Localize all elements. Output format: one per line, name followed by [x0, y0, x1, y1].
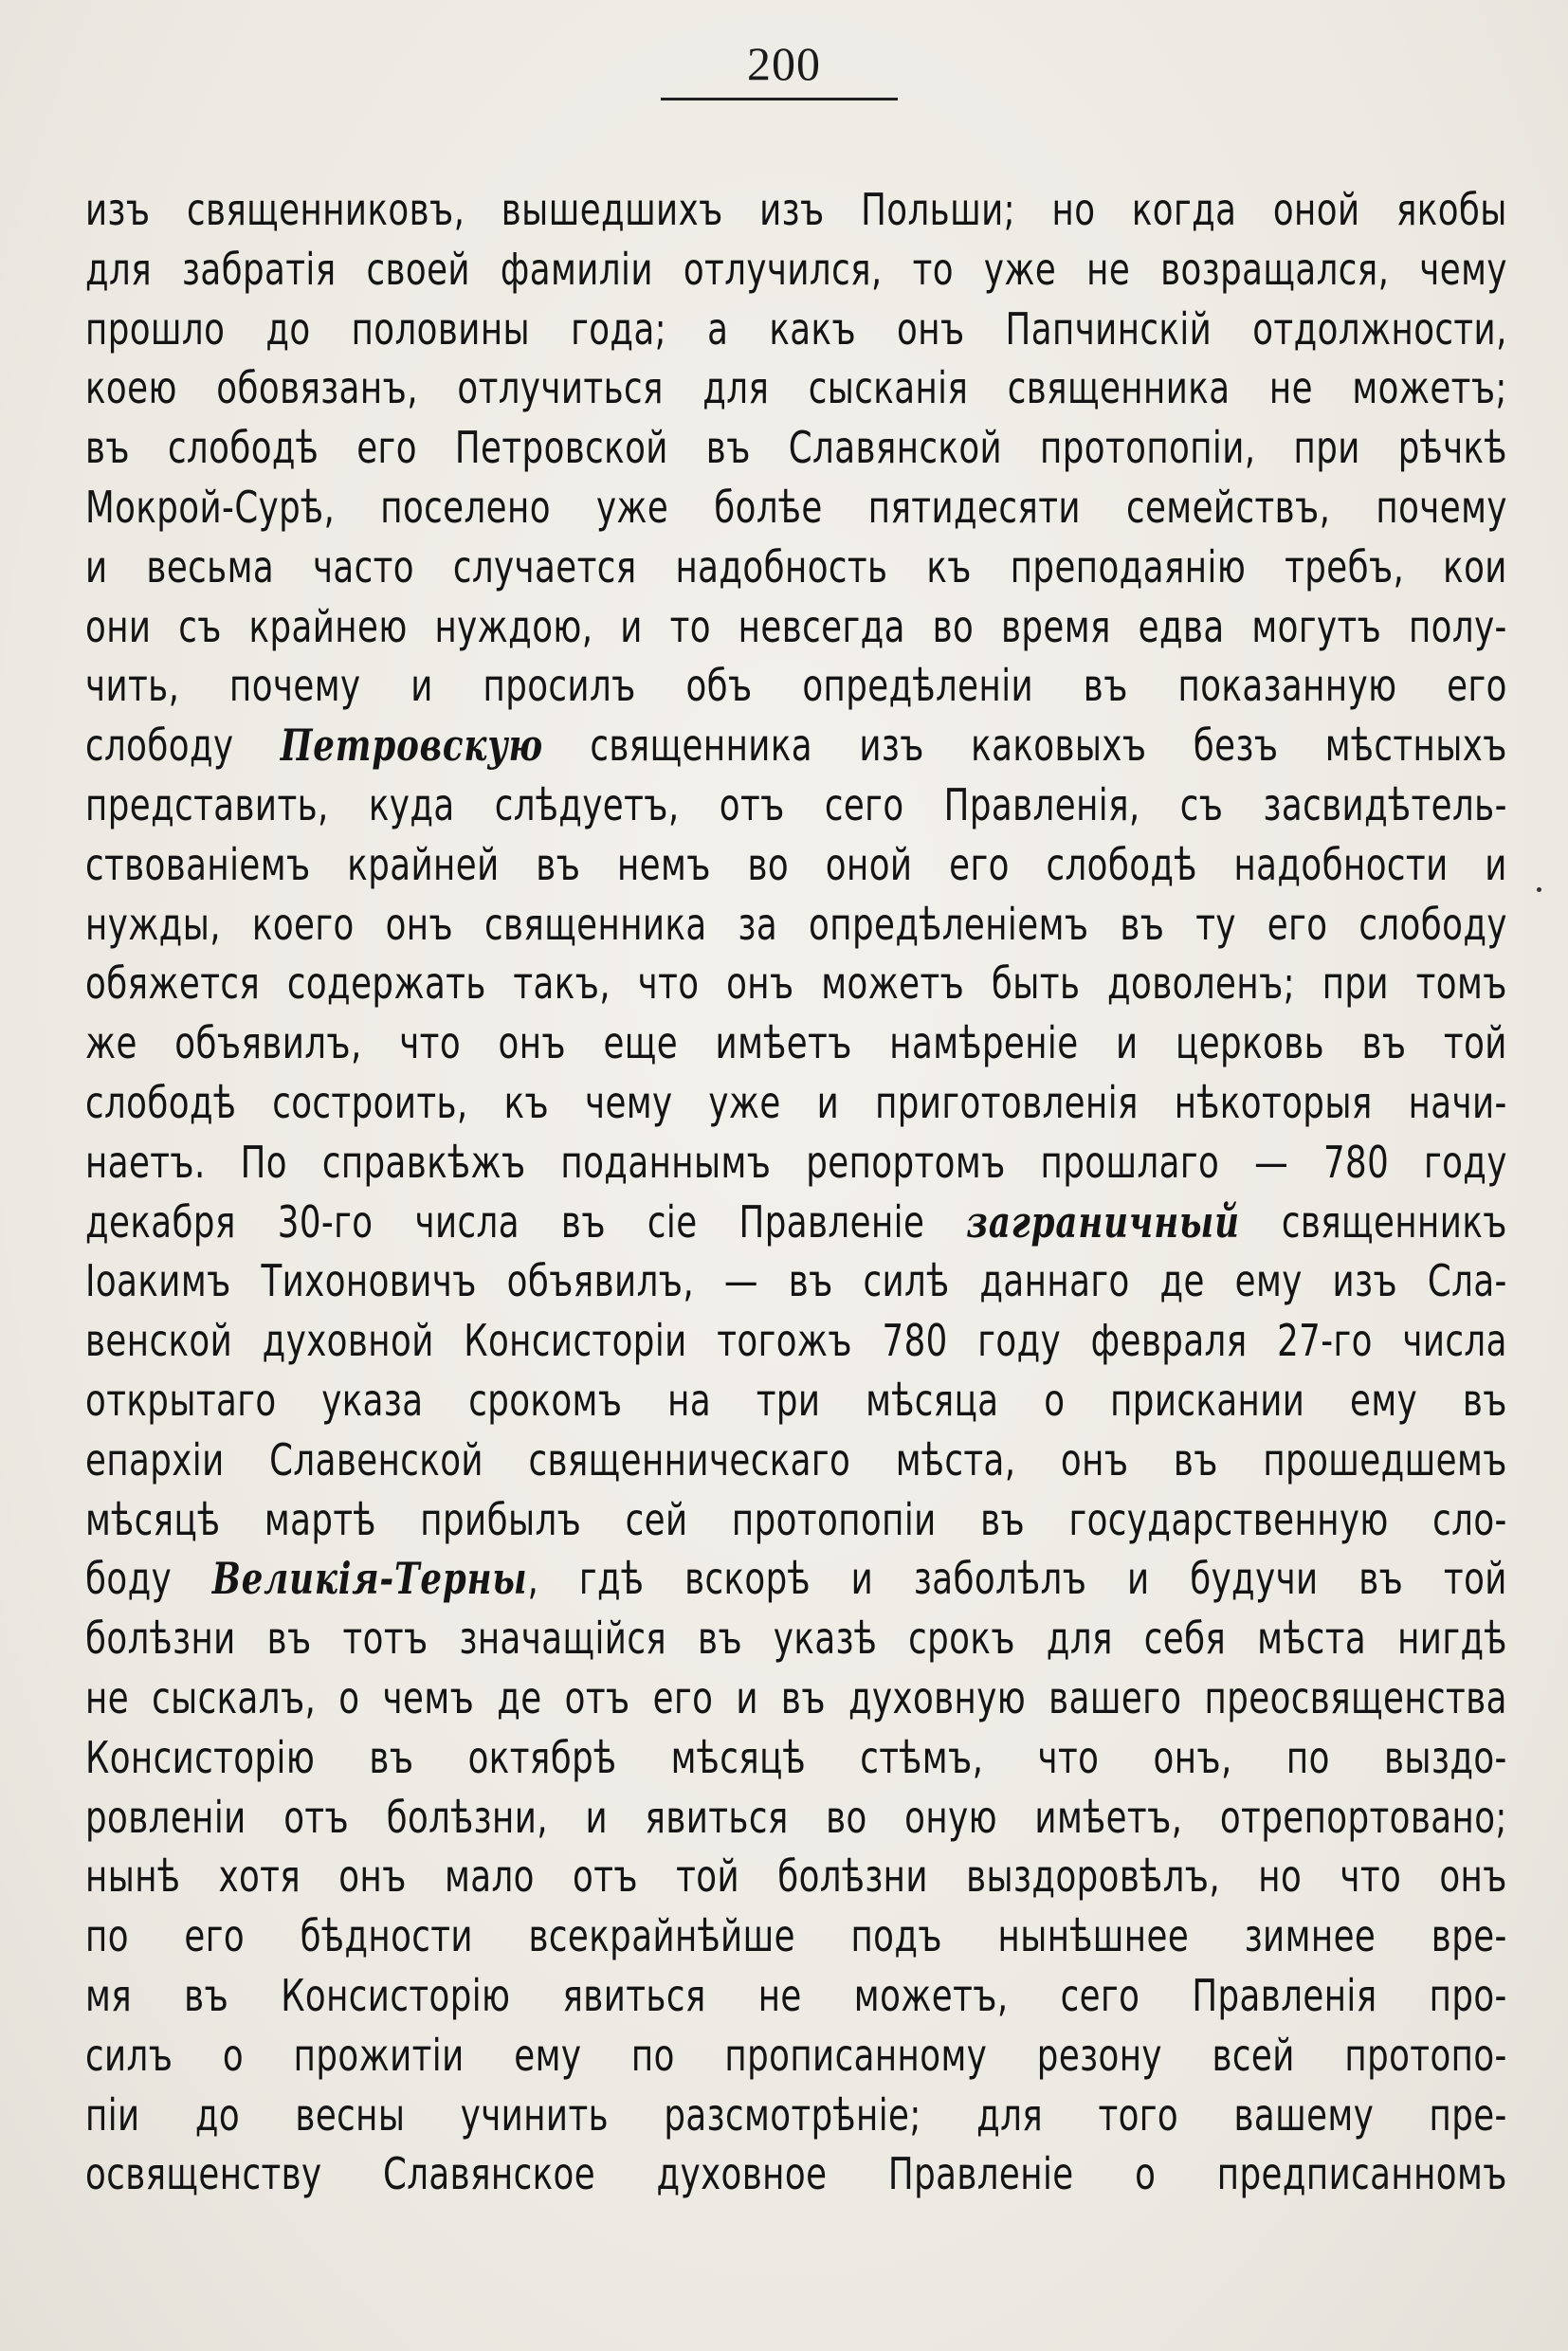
- text-line: [85, 1073, 1507, 1133]
- text-line: [85, 1013, 1507, 1073]
- text-line: [85, 538, 1507, 597]
- text-segment: изъ священниковъ, вышедшихъ изъ Польши; но когда оной якобы: [85, 184, 1507, 235]
- text-line: [85, 1311, 1507, 1371]
- text-line: [85, 835, 1507, 895]
- text-segment: Мокрой-Сурѣ, поселено уже болѣе пятидесяти семействъ, почему: [85, 481, 1507, 533]
- text-segment: болѣзни въ тотъ значащійся въ указѣ срокъ для себя мѣста нигдѣ: [85, 1613, 1507, 1665]
- text-segment: епархіи Славенской священническаго мѣста, онъ въ прошедшемъ: [85, 1433, 1507, 1485]
- text-segment: они съ крайнею нуждою, и то невсегда во время едва могутъ полу-: [85, 600, 1507, 652]
- text-line: [85, 1788, 1507, 1848]
- text-segment: чить, почему и просилъ объ опредѣленіи въ показанную его: [85, 660, 1507, 712]
- text-segment: представить, куда слѣдуетъ, отъ сего Правленія, съ засвидѣтель-: [85, 778, 1507, 830]
- text-segment: и весьма часто случается надобность къ преподаянію требъ, кои: [85, 540, 1507, 592]
- text-line: [85, 1609, 1507, 1668]
- text-line: [85, 1193, 1507, 1252]
- text-segment: слободѣ состроить, къ чему уже и приготовленія нѣкоторыя начи-: [85, 1076, 1507, 1128]
- text-segment: ровленіи отъ болѣзни, и явиться во оную имѣетъ, отрепортовано;: [85, 1791, 1507, 1843]
- text-segment: для забратія своей фамиліи отлучился, то уже не возращался, чему: [85, 243, 1507, 295]
- text-segment: силъ о прожитіи ему по прописанному резону всей протопо-: [85, 2029, 1507, 2081]
- text-line: [85, 2026, 1507, 2086]
- text-line: [85, 1549, 1507, 1609]
- text-segment: же объявилъ, что онъ еще имѣетъ намѣреніе и церковь въ той: [85, 1017, 1507, 1069]
- text-segment: обяжется содержать такъ, что онъ можетъ быть доволенъ; при томъ: [85, 957, 1507, 1010]
- text-line: [85, 2086, 1507, 2145]
- text-line: [85, 1966, 1507, 2026]
- text-line: [85, 180, 1507, 240]
- text-segment: священникъ: [1239, 1195, 1507, 1248]
- text-line: [85, 954, 1507, 1013]
- text-segment: наетъ. По справкѣжъ поданнымъ репортомъ прошлаго — 780 году: [85, 1136, 1507, 1188]
- text-segment: боду: [85, 1553, 212, 1605]
- text-line: [85, 300, 1507, 359]
- text-segment: коею обовязанъ, отлучиться для сысканія священника не можетъ;: [85, 362, 1507, 414]
- text-line: [85, 1251, 1507, 1311]
- text-segment: освященству Славянское духовное Правленіе о предписанномъ: [85, 2148, 1507, 2200]
- italic-name: Великія-Терны: [211, 1553, 528, 1605]
- text-segment: въ слободѣ его Петровской въ Славянской протопопіи, при рѣчкѣ: [85, 422, 1507, 474]
- text-segment: нынѣ хотя онъ мало отъ той болѣзни выздоровѣлъ, но что онъ: [85, 1850, 1507, 1903]
- text-segment: мѣсяцѣ мартѣ прибылъ сей протопопіи въ государственную сло-: [85, 1493, 1507, 1545]
- text-line: [85, 597, 1507, 657]
- text-line: [85, 1431, 1507, 1490]
- text-line: [85, 1906, 1507, 1966]
- text-line: [85, 656, 1507, 716]
- print-speck: [1537, 887, 1541, 892]
- text-line: [85, 895, 1507, 955]
- text-segment: Іоакимъ Тихоновичъ объявилъ, — въ силѣ даннаго де ему изъ Сла-: [85, 1255, 1507, 1307]
- text-segment: піи до весны учинить разсмотрѣніе; для того вашему пре-: [85, 2088, 1507, 2141]
- body-text: [85, 180, 1507, 2204]
- text-segment: нужды, коего онъ священника за опредѣленіемъ въ ту его слободу: [85, 898, 1507, 950]
- text-segment: не сыскалъ, о чемъ де отъ его и въ духовную вашего преосвященства: [85, 1671, 1507, 1723]
- text-segment: Консисторію въ октябрѣ мѣсяцѣ стѣмъ, что онъ, по выздо-: [85, 1731, 1507, 1783]
- text-segment: прошло до половины года; а какъ онъ Папчинскій отдолжности,: [85, 302, 1507, 355]
- header-rule: [661, 98, 898, 100]
- text-line: [85, 1371, 1507, 1431]
- text-segment: открытаго указа срокомъ на три мѣсяца о прискании ему въ: [85, 1374, 1507, 1426]
- text-segment: венской духовной Консисторіи тогожъ 780 году февраля 27-го числа: [85, 1315, 1507, 1367]
- text-segment: декабря 30-го числа въ сіе Правленіе: [85, 1195, 967, 1248]
- text-segment: мя въ Консисторію явиться не можетъ, сего Правленія про-: [85, 1969, 1507, 2021]
- text-line: [85, 358, 1507, 418]
- text-line: [85, 775, 1507, 835]
- text-segment: , гдѣ вскорѣ и заболѣлъ и будучи въ той: [527, 1553, 1507, 1605]
- page-number: 200: [747, 37, 821, 90]
- text-line: [85, 478, 1507, 538]
- text-segment: ствованіемъ крайней въ немъ во оной его слободѣ надобности и: [85, 838, 1507, 890]
- text-line: [85, 1728, 1507, 1788]
- text-line: [85, 240, 1507, 300]
- text-line: [85, 1668, 1507, 1728]
- text-segment: слободу: [85, 720, 281, 772]
- text-line: [85, 1847, 1507, 1906]
- text-line: [85, 418, 1507, 478]
- italic-name: Петровскую: [280, 720, 544, 772]
- text-line: [85, 2144, 1507, 2204]
- text-line: [85, 1490, 1507, 1550]
- text-segment: священника изъ каковыхъ безъ мѣстныхъ: [543, 720, 1507, 772]
- italic-name: заграничный: [966, 1195, 1240, 1248]
- text-segment: по его бѣдности всекрайнѣйше подъ нынѣшнее зимнее вре-: [85, 1910, 1507, 1962]
- text-line: [85, 1133, 1507, 1193]
- text-line: [85, 716, 1507, 775]
